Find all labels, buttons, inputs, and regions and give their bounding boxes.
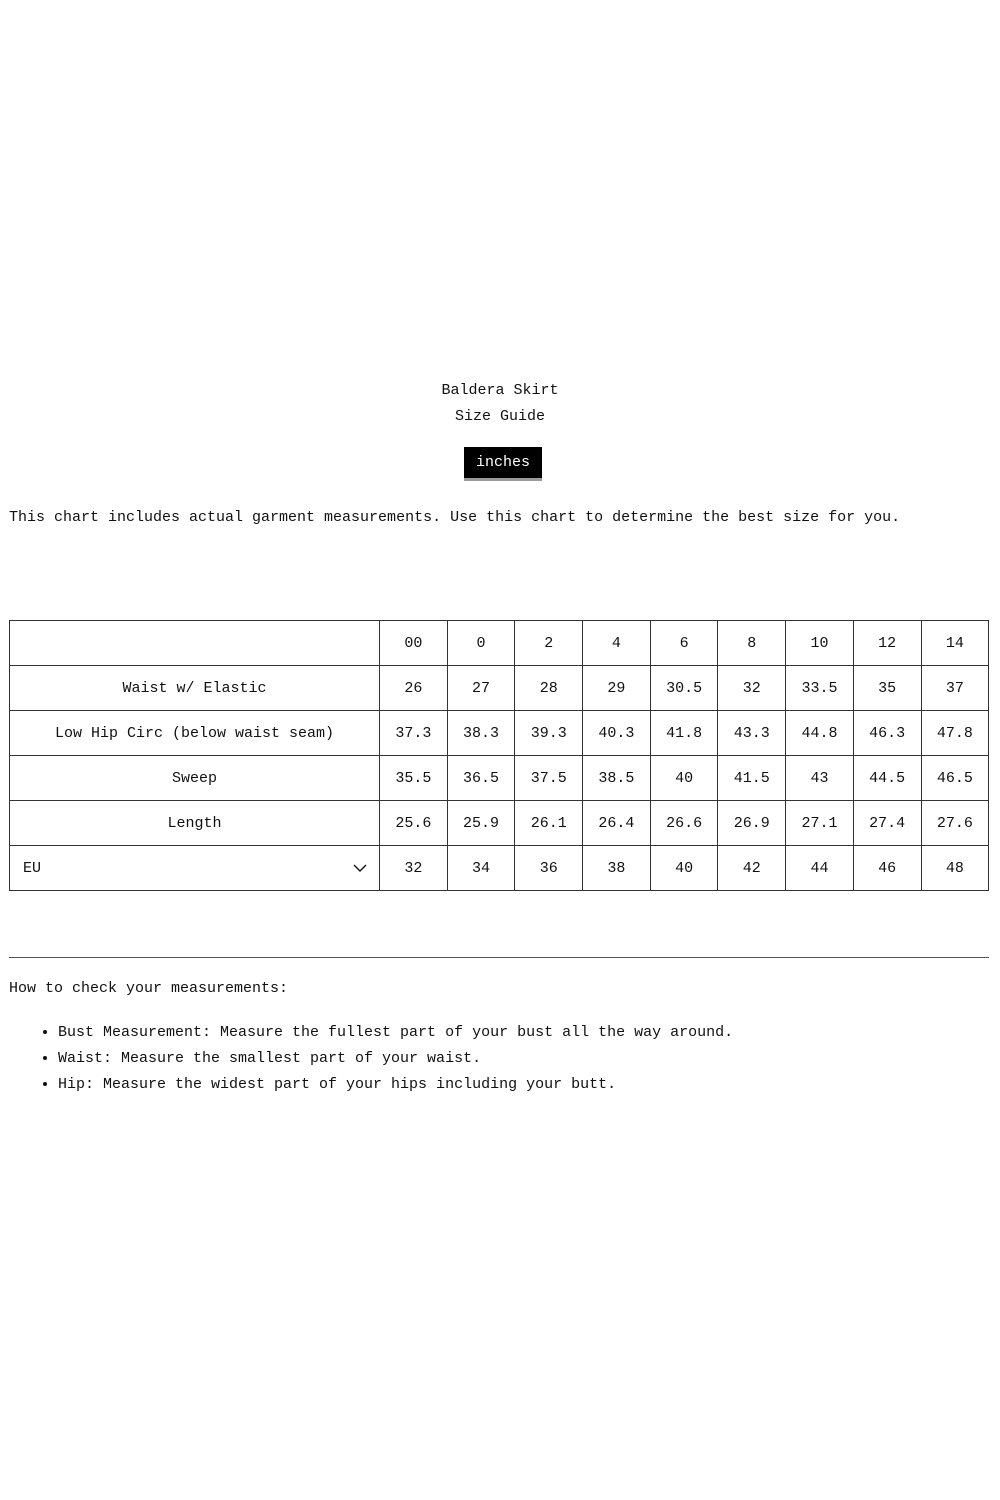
table-cell: 34 [447, 846, 515, 891]
table-cell: 41.8 [650, 711, 718, 756]
table-cell: 44.5 [853, 756, 921, 801]
table-cell: 42 [718, 846, 786, 891]
table-cell: 40 [650, 846, 718, 891]
table-cell: 41.5 [718, 756, 786, 801]
table-cell: 46.3 [853, 711, 921, 756]
table-cell: 37.5 [515, 756, 583, 801]
table-row-conversion [10, 846, 989, 891]
section-divider [9, 957, 989, 958]
product-name: Baldera Skirt [441, 382, 559, 399]
table-cell: 35.5 [380, 756, 448, 801]
row-label: Waist w/ Elastic [10, 666, 380, 711]
size-system-select-cell [10, 846, 380, 891]
table-cell: 27.6 [921, 801, 989, 846]
table-cell: 47.8 [921, 711, 989, 756]
list-item: • Bust Measurement: Measure the fullest part of your bust all the way around. [58, 1020, 733, 1046]
table-cell: 37 [921, 666, 989, 711]
size-header-cell: 2 [515, 621, 583, 666]
table-cell: 38.5 [583, 756, 651, 801]
table-cell: 26.4 [583, 801, 651, 846]
measurements-title: How to check your measurements: [9, 980, 289, 997]
size-header-row [10, 621, 989, 666]
size-header-cell: 6 [650, 621, 718, 666]
table-cell: 46 [853, 846, 921, 891]
table-cell: 25.6 [380, 801, 448, 846]
table-cell: 48 [921, 846, 989, 891]
intro-text: This chart includes actual garment measurements. Use this chart to determine the best size for you. [9, 509, 901, 526]
size-header-cell: 4 [583, 621, 651, 666]
table-cell: 46.5 [921, 756, 989, 801]
table-cell: 38.3 [447, 711, 515, 756]
table-cell: 38 [583, 846, 651, 891]
table-cell: 33.5 [786, 666, 854, 711]
table-cell: 28 [515, 666, 583, 711]
table-cell: 40.3 [583, 711, 651, 756]
size-header-cell: 00 [380, 621, 448, 666]
table-cell: 27.4 [853, 801, 921, 846]
table-cell: 43.3 [718, 711, 786, 756]
table-cell: 37.3 [380, 711, 448, 756]
size-header-cell: 0 [447, 621, 515, 666]
unit-toggle-button[interactable]: inches [464, 447, 542, 481]
table-cell: 39.3 [515, 711, 583, 756]
table-cell: 44 [786, 846, 854, 891]
size-guide-header [0, 378, 1000, 430]
table-cell: 30.5 [650, 666, 718, 711]
row-label: Sweep [10, 756, 380, 801]
corner-cell [10, 621, 380, 666]
table-cell: 44.8 [786, 711, 854, 756]
table-cell: 40 [650, 756, 718, 801]
measurement-tips-list [9, 1020, 733, 1098]
table-cell: 26.6 [650, 801, 718, 846]
size-header-cell: 8 [718, 621, 786, 666]
size-header-cell: 14 [921, 621, 989, 666]
table-row-low-hip [10, 711, 989, 756]
table-cell: 26.9 [718, 801, 786, 846]
table-cell: 29 [583, 666, 651, 711]
table-row-waist [10, 666, 989, 711]
table-cell: 27.1 [786, 801, 854, 846]
table-cell: 32 [718, 666, 786, 711]
list-item: • Hip: Measure the widest part of your hips including your butt. [58, 1072, 733, 1098]
row-label: Low Hip Circ (below waist seam) [10, 711, 380, 756]
table-row-sweep [10, 756, 989, 801]
table-row-length [10, 801, 989, 846]
page-title: Size Guide [454, 408, 545, 425]
table-cell: 43 [786, 756, 854, 801]
table-cell: 26.1 [515, 801, 583, 846]
list-item: • Waist: Measure the smallest part of your waist. [58, 1046, 733, 1072]
table-cell: 36.5 [447, 756, 515, 801]
row-label: Length [10, 801, 380, 846]
size-header-cell: 12 [853, 621, 921, 666]
table-cell: 32 [380, 846, 448, 891]
size-chart-table [9, 620, 989, 891]
chevron-down-icon [353, 863, 367, 873]
size-system-select[interactable] [10, 846, 379, 890]
size-system-value: EU [23, 859, 42, 877]
table-cell: 36 [515, 846, 583, 891]
size-header-cell: 10 [786, 621, 854, 666]
table-cell: 35 [853, 666, 921, 711]
table-cell: 25.9 [447, 801, 515, 846]
table-cell: 27 [447, 666, 515, 711]
table-cell: 26 [380, 666, 448, 711]
